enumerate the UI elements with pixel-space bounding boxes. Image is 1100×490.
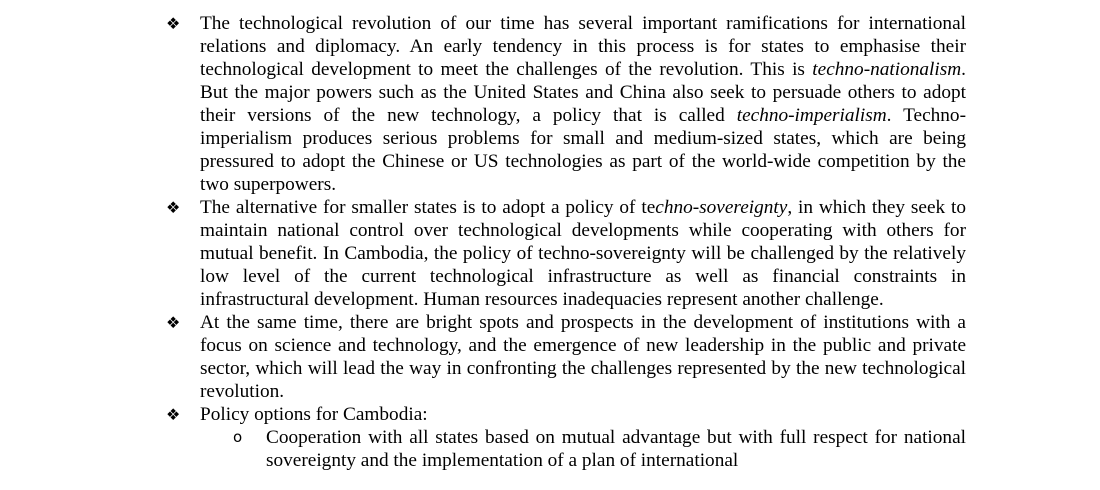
- text-segment: . But the major powers such as the United States and China also seek to persuade others to adopt their versions of the new technology, a policy that is called: [200, 59, 966, 126]
- term-techno-imperialism: techno-imperialism: [736, 105, 887, 126]
- bullet-list: [0, 12, 1100, 472]
- diamond-bullet-icon: ❖: [166, 198, 181, 217]
- diamond-bullet-icon: ❖: [166, 313, 181, 332]
- paragraph-techno-nationalism: [200, 12, 966, 196]
- bullet-item-policy-options: [0, 403, 1100, 472]
- bullet-item-techno-sovereignty: [0, 196, 1100, 311]
- sub-item-cooperation: [0, 426, 1100, 472]
- paragraph-bright-spots: At the same time, there are bright spots and prospects in the development of institutions with a focus on science and technology, and the emergence of new leadership in the public and private sector, which will lead the way in confronting the challenges represented by the new technological revolution.: [200, 312, 966, 402]
- paragraph-policy-options: Policy options for Cambodia:: [200, 404, 428, 425]
- text-segment: . Techno-imperialism produces serious problems for small and medium-sized states, which are being pressured to adopt the Chinese or US technologies as part of the world-wide competition by the two superpowers.: [200, 105, 966, 195]
- term-techno-nationalism: techno-nationalism: [812, 59, 962, 80]
- text-segment: The alternative for smaller states is to adopt a policy of te: [200, 197, 656, 218]
- diamond-bullet-icon: ❖: [166, 14, 181, 33]
- bullet-item-bright-spots: [0, 311, 1100, 403]
- paragraph-cooperation: Cooperation with all states based on mutual advantage but with full respect for national sovereignty and the implementation of a plan of international: [266, 427, 966, 471]
- policy-options-sublist: [0, 426, 1100, 472]
- bullet-item-techno-nationalism: [0, 12, 1100, 196]
- text-segment: The technological revolution of our time has several important ramifications for international relations and diplomacy. An early tendency in this process is for states to emphasise their technological development to meet the challenges of the revolution. This is: [200, 13, 966, 80]
- term-techno-sovereignty: chno-sovereignty: [655, 197, 788, 218]
- diamond-bullet-icon: ❖: [166, 405, 181, 424]
- circle-bullet-icon: o: [233, 428, 243, 446]
- text-segment: , in which they seek to maintain national control over technological developments while cooperating with others for mutual benefit. In Cambodia, the policy of techno-sovereignty will be challenged by the relatively low level of the current technological infrastructure as well as financial constraints in infrastructural development. Human resources inadequacies represent another challenge.: [200, 197, 967, 310]
- paragraph-techno-sovereignty: [200, 196, 966, 311]
